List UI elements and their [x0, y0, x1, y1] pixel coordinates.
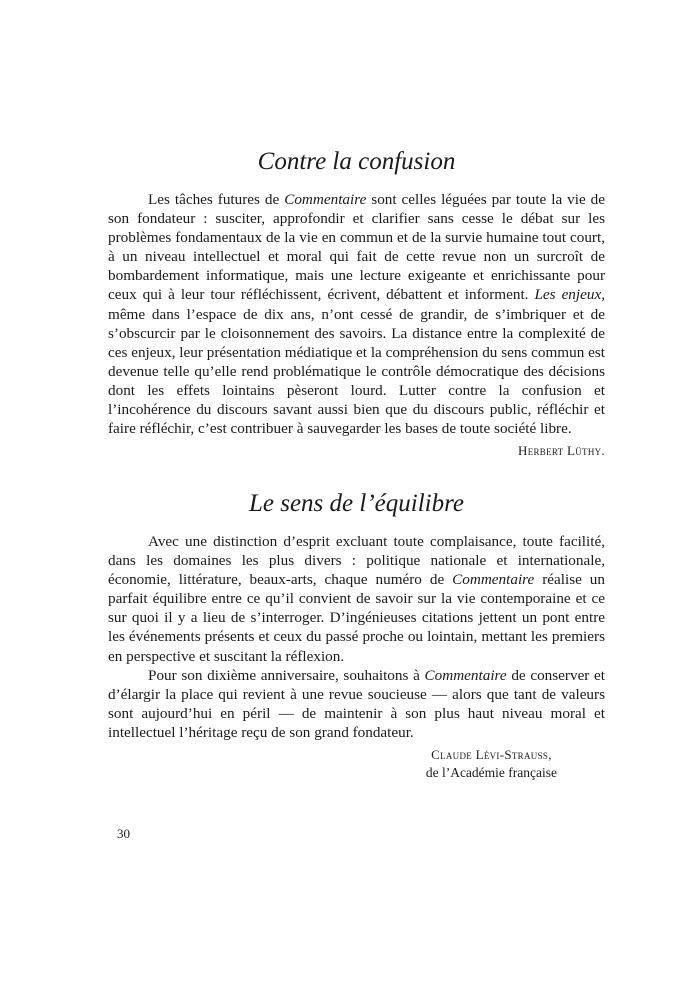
text-run: réalise un parfait équilibre entre ce qu’il convient de savoir sur la vie contemporaine et ce sur quoi il y a lieu de s’interroger. D’ingénieuses citations jettent un pont entre les événements présents et ceux du passé proche ou lointain, mettant les premiers en perspective et suscitant la réflexion. [108, 571, 605, 665]
text-run: Les tâches futures de [148, 191, 285, 208]
section-title: Le sens de l’équilibre [248, 490, 464, 517]
author-name: Claude Lévi-Strauss, [431, 747, 552, 763]
body-paragraph [108, 532, 605, 666]
section-le-sens-de-lequilibre [108, 488, 605, 782]
author-signature [108, 442, 605, 460]
italic-run: Commentaire [284, 191, 367, 208]
body-paragraph [108, 190, 605, 438]
text-run: même dans l’espace de dix ans, n’ont cessé de grandir, de s’imbriquer et de s’obscurcir par le cloisonnement des savoirs. La distance entre la complexité de ces enjeux, leur présentation médiatique et la compréhension du sens commun est devenue telle qu’elle rend problématique le contrôle démocratique des décisions dont les effets lointains pèseront lourd. Lutter contre la confusion et l’incohérence du discours savant aussi bien que du discours public, réfléchir et faire réfléchir, c’est contribuer à sauvegarder les bases de toute société libre. [108, 305, 605, 438]
body-paragraph [108, 666, 605, 742]
author-name: Herbert Lüthy. [518, 443, 605, 459]
section-title: Contre la confusion [257, 148, 456, 175]
italic-run: Commentaire [424, 666, 507, 684]
italic-run: Les enjeux, [534, 286, 605, 304]
page-number: 30 [117, 826, 130, 841]
section-contre-la-confusion [108, 146, 605, 460]
text-run: Pour son dixième anniversaire, souhaitons à [148, 666, 425, 684]
text-run: sont celles léguées par toute la vie de son fondateur : susciter, approfondir et clarifier sans cesse le débat sur les problèmes fondamentaux de la vie en commun et de la survie humaine tout court, à un niveau intellectuel et moral qui fait de cette revue non un surcroît de bombardement informatique, mais une lecture exigeante et enrichissante pour ceux qui à leur tour réfléchissent, écrivent, débattent et informent. [108, 191, 605, 304]
text-run: Avec une distinction d’esprit excluant toute complaisance, toute facilité, dans les domaines les plus divers : politique nationale et internationale, économie, littérature, beaux-arts, chaque numéro de [108, 533, 605, 589]
author-affiliation: de l’Académie française [425, 765, 557, 781]
text-run: de conserver et d’élargir la place qui revient à une revue soucieuse — alors que tant de valeurs sont aujourd’hui en péril — de maintenir à son plus haut niveau moral et intellectuel l’héritage reçu de son grand fondateur. [108, 666, 606, 741]
author-signature [108, 746, 605, 782]
italic-run: Commentaire [452, 571, 535, 589]
